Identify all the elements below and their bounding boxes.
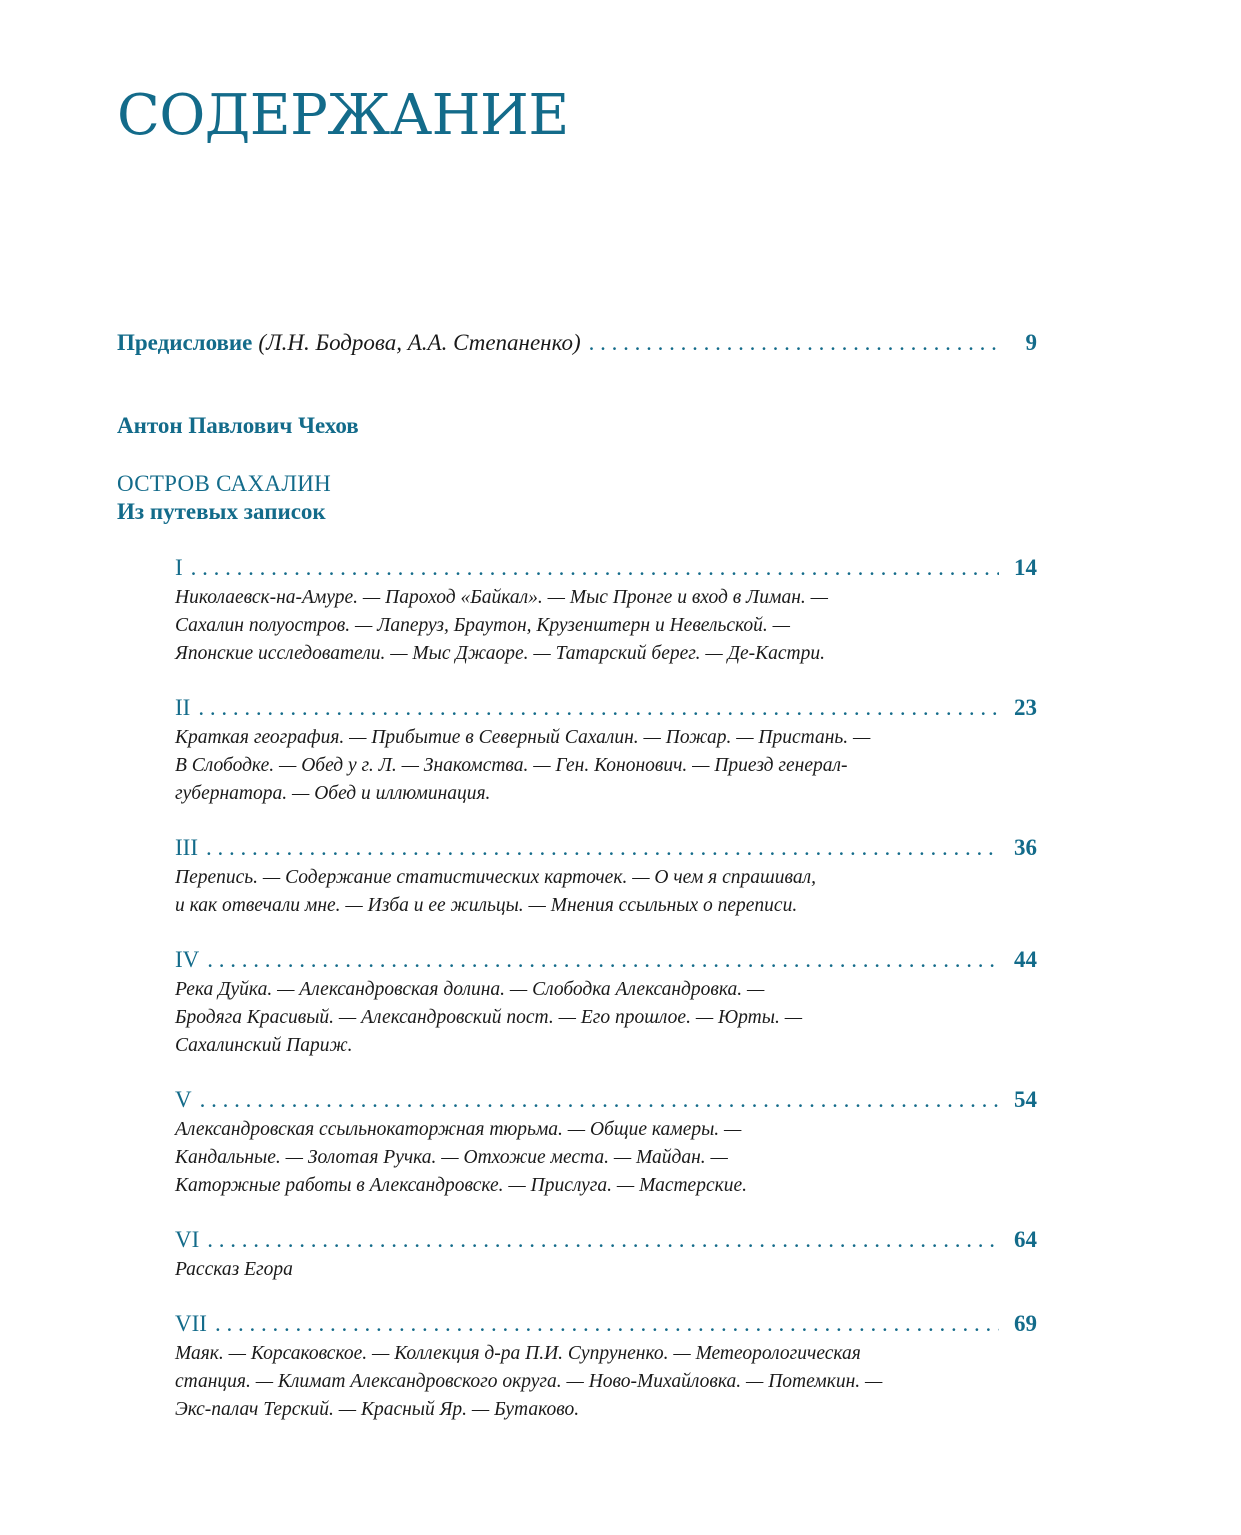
work-heading xyxy=(117,470,331,526)
chapter-numeral: VII xyxy=(175,1311,207,1336)
dot-leader xyxy=(198,695,999,721)
toc-entry-chapter[interactable] xyxy=(175,835,1037,920)
chapter-summary-line: Японские исследователи. — Мыс Джаоре. — Татарский берег. — Де-Кастри. xyxy=(175,643,825,664)
chapter-summary-line: губернатора. — Обед и иллюминация. xyxy=(175,783,491,804)
preface-authors: (Л.Н. Бодрова, А.А. Степаненко) xyxy=(258,330,581,355)
chapter-heading-row xyxy=(175,1311,1037,1341)
chapter-heading-row xyxy=(175,947,1037,977)
chapter-heading-row xyxy=(175,555,1037,585)
chapter-numeral: VI xyxy=(175,1227,200,1252)
chapter-summary-line: Александровская ссыльнокаторжная тюрьма. — Общие камеры. — xyxy=(175,1119,742,1140)
work-subtitle: Из путевых записок xyxy=(117,499,326,524)
chapter-numeral: I xyxy=(175,555,183,580)
chapter-summary-line: Каторжные работы в Александровске. — Прислуга. — Мастерские. xyxy=(175,1175,748,1196)
chapter-summary-line: станция. — Климат Александровского округа. — Ново-Михайловка. — Потемкин. — xyxy=(175,1371,883,1392)
chapter-summary xyxy=(175,724,1037,808)
chapter-page-number: 64 xyxy=(1014,1227,1037,1252)
toc-entry-chapter[interactable] xyxy=(175,555,1037,668)
chapter-page-number: 54 xyxy=(1014,1087,1037,1112)
dot-leader xyxy=(215,1311,999,1337)
chapter-heading-row xyxy=(175,1087,1037,1117)
chapter-summary xyxy=(175,1340,1037,1424)
chapter-summary xyxy=(175,1256,1037,1284)
dot-leader xyxy=(207,1227,999,1253)
dot-leader xyxy=(200,1087,999,1113)
chapter-heading-row xyxy=(175,1227,1037,1257)
toc-entry-chapter[interactable] xyxy=(175,1087,1037,1200)
toc-entry-chapter[interactable] xyxy=(175,1311,1037,1424)
chapter-summary-line: Сахалинский Париж. xyxy=(175,1035,353,1056)
chapter-summary-line: Перепись. — Содержание статистических карточек. — О чем я спрашивал, xyxy=(175,867,816,888)
chapter-numeral: III xyxy=(175,835,198,860)
chapter-heading-row xyxy=(175,835,1037,865)
chapter-page-number: 36 xyxy=(1014,835,1037,860)
chapter-summary-line: Сахалин полуостров. — Лаперуз, Браутон, Крузенштерн и Невельской. — xyxy=(175,615,790,636)
chapter-summary-line: В Слободке. — Обед у г. Л. — Знакомства. — Ген. Кононович. — Приезд генерал- xyxy=(175,755,848,776)
chapter-summary xyxy=(175,1116,1037,1200)
preface-label: Предисловие xyxy=(117,330,253,355)
preface-page-number: 9 xyxy=(1025,330,1037,355)
toc-entry-chapter[interactable] xyxy=(175,695,1037,808)
chapter-summary xyxy=(175,864,1037,920)
chapter-summary-line: Николаевск-на-Амуре. — Пароход «Байкал». — Мыс Пронге и вход в Лиман. — xyxy=(175,587,828,608)
toc-entry-chapter[interactable] xyxy=(175,947,1037,1060)
chapter-summary-line: Бродяга Красивый. — Александровский пост. — Его прошлое. — Юрты. — xyxy=(175,1007,803,1028)
chapter-numeral: IV xyxy=(175,947,200,972)
chapter-numeral: II xyxy=(175,695,191,720)
toc-entry-preface[interactable] xyxy=(117,330,1037,356)
chapter-summary xyxy=(175,584,1037,668)
chapter-summary-line: и как отвечали мне. — Изба и ее жильцы. — Мнения ссыльных о переписи. xyxy=(175,895,798,916)
work-title: ОСТРОВ САХАЛИН xyxy=(117,471,332,496)
chapter-summary-line: Рассказ Егора xyxy=(175,1259,293,1280)
chapter-page-number: 44 xyxy=(1014,947,1037,972)
chapter-summary-line: Экс-палач Терский. — Красный Яр. — Бутаково. xyxy=(175,1399,580,1420)
author-name: Антон Павлович Чехов xyxy=(117,413,359,438)
chapter-numeral: V xyxy=(175,1087,192,1112)
chapter-page-number: 23 xyxy=(1014,695,1037,720)
dot-leader xyxy=(589,330,999,356)
dot-leader xyxy=(206,835,999,861)
chapter-summary-line: Краткая география. — Прибытие в Северный Сахалин. — Пожар. — Пристань. — xyxy=(175,727,871,748)
chapter-heading-row xyxy=(175,695,1037,725)
chapter-list xyxy=(175,555,1037,1451)
chapter-summary-line: Река Дуйка. — Александровская долина. — Слободка Александровка. — xyxy=(175,979,765,1000)
chapter-summary-line: Кандальные. — Золотая Ручка. — Отхожие места. — Майдан. — xyxy=(175,1147,728,1168)
page-title: СОДЕРЖАНИЕ xyxy=(117,83,569,148)
dot-leader xyxy=(207,947,999,973)
chapter-summary-line: Маяк. — Корсаковское. — Коллекция д-ра П.И. Супруненко. — Метеорологическая xyxy=(175,1343,861,1364)
toc-entry-chapter[interactable] xyxy=(175,1227,1037,1284)
chapter-page-number: 69 xyxy=(1014,1311,1037,1336)
dot-leader xyxy=(191,555,999,581)
chapter-summary xyxy=(175,976,1037,1060)
chapter-page-number: 14 xyxy=(1014,555,1037,580)
